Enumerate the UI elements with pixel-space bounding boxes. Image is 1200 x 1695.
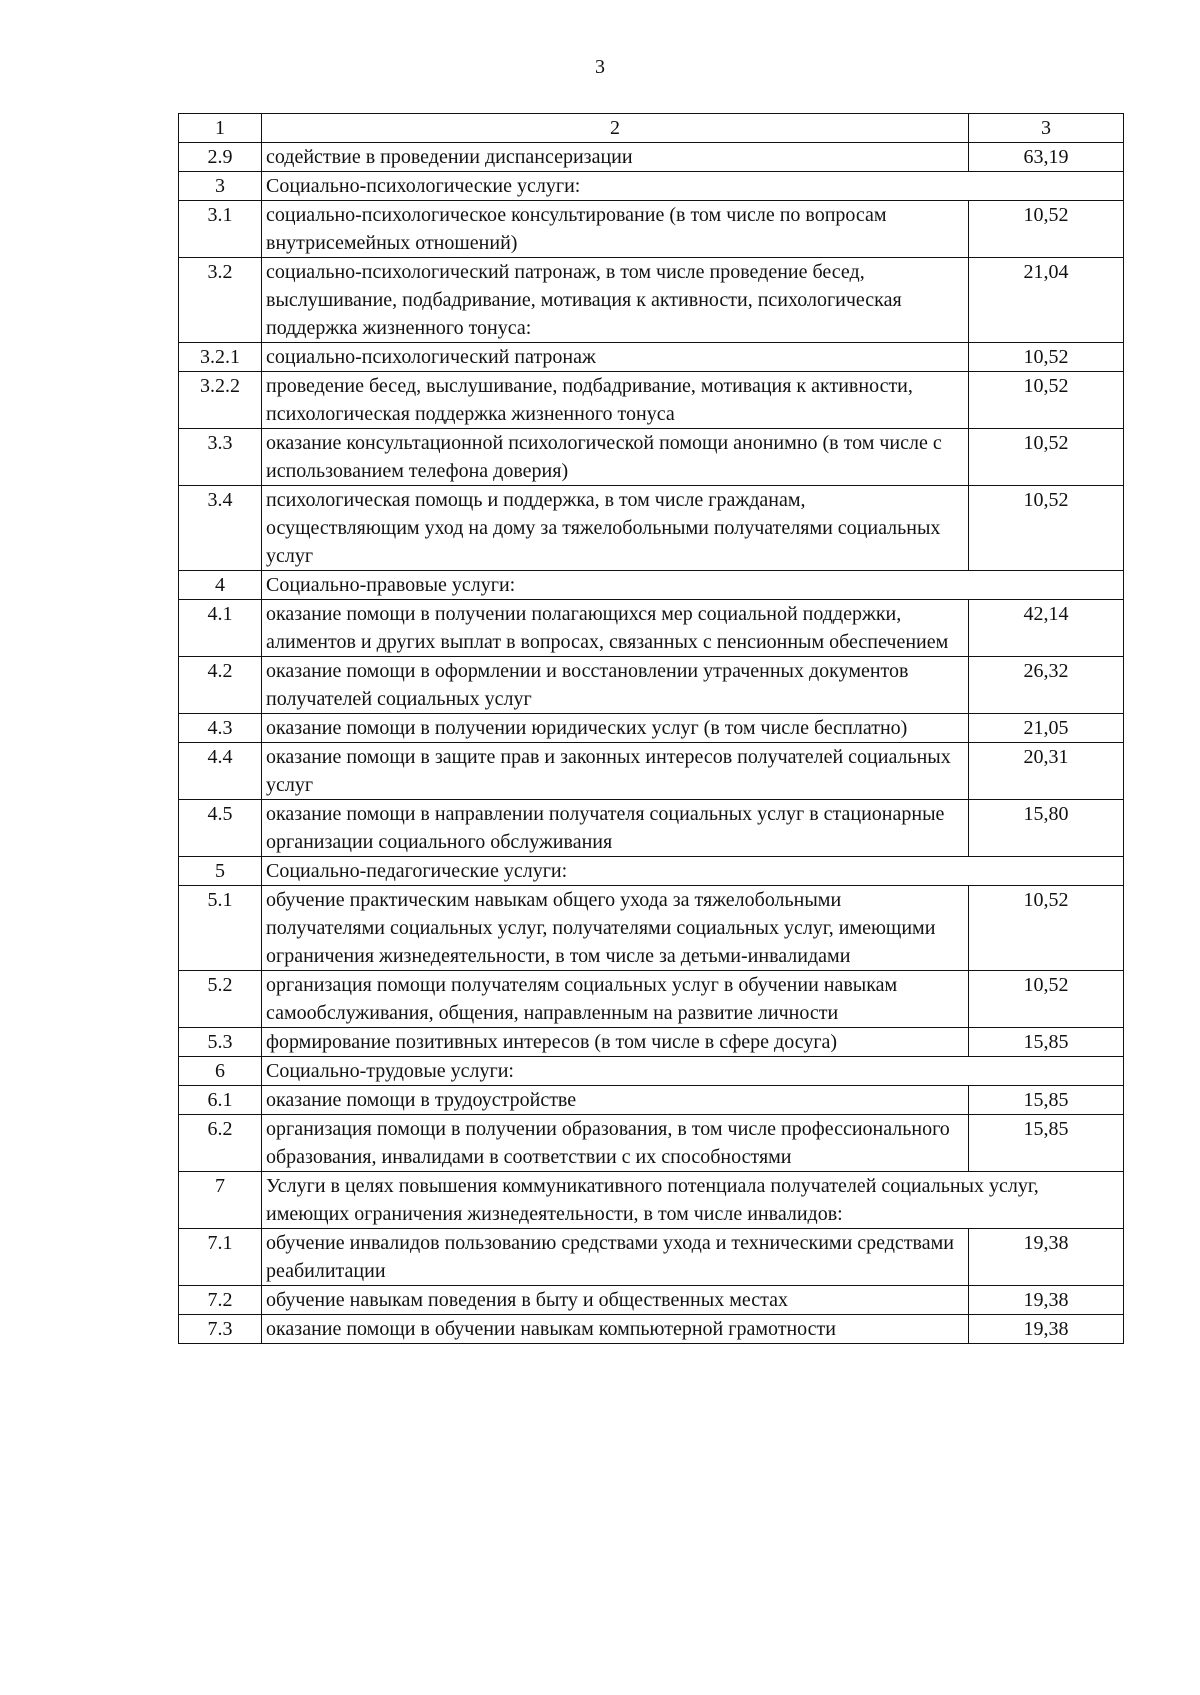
- service-price: 10,52: [969, 886, 1124, 971]
- service-description: оказание помощи в получении полагающихся мер социальной поддержки, алиментов и других выплат в вопросах, связанных с пенсионным обеспечением: [262, 600, 969, 657]
- service-description: оказание помощи в трудоустройстве: [262, 1086, 969, 1115]
- service-price: 15,85: [969, 1028, 1124, 1057]
- table-row: [179, 971, 1124, 1028]
- section-title: Социально-психологические услуги:: [262, 172, 1124, 201]
- row-number: 3.2: [179, 258, 262, 343]
- section-title: Социально-педагогические услуги:: [262, 857, 1124, 886]
- row-number: 3.3: [179, 429, 262, 486]
- table-row: [179, 714, 1124, 743]
- service-description: организация помощи в получении образования, в том числе профессионального образования, инвалидами в соответствии с их способностями: [262, 1115, 969, 1172]
- service-description: психологическая помощь и поддержка, в том числе гражданам, осуществляющим уход на дому за тяжелобольными получателями социальных услуг: [262, 486, 969, 571]
- row-number: 7: [179, 1172, 262, 1229]
- section-row: [179, 1172, 1124, 1229]
- section-row: [179, 857, 1124, 886]
- service-description: социально-психологическое консультирование (в том числе по вопросам внутрисемейных отношений): [262, 201, 969, 258]
- service-description: обучение инвалидов пользованию средствами ухода и техническими средствами реабилитации: [262, 1229, 969, 1286]
- service-description: проведение бесед, выслушивание, подбадривание, мотивация к активности, психологическая поддержка жизненного тонуса: [262, 372, 969, 429]
- service-price: 19,38: [969, 1229, 1124, 1286]
- service-price: 19,38: [969, 1286, 1124, 1315]
- service-price: 19,38: [969, 1315, 1124, 1344]
- row-number: 5.2: [179, 971, 262, 1028]
- service-price: 20,31: [969, 743, 1124, 800]
- section-row: [179, 172, 1124, 201]
- service-description: обучение навыкам поведения в быту и общественных местах: [262, 1286, 969, 1315]
- service-price: 42,14: [969, 600, 1124, 657]
- section-title: Социально-трудовые услуги:: [262, 1057, 1124, 1086]
- service-description: организация помощи получателям социальных услуг в обучении навыкам самообслуживания, общения, направленным на развитие личности: [262, 971, 969, 1028]
- row-number: 6.2: [179, 1115, 262, 1172]
- table-row: [179, 258, 1124, 343]
- row-number: 3.1: [179, 201, 262, 258]
- table-row: [179, 800, 1124, 857]
- table-row: [179, 743, 1124, 800]
- row-number: 4.1: [179, 600, 262, 657]
- service-price: 21,04: [969, 258, 1124, 343]
- table-row: [179, 429, 1124, 486]
- table-row: [179, 1286, 1124, 1315]
- service-description: оказание консультационной психологической помощи анонимно (в том числе с использованием телефона доверия): [262, 429, 969, 486]
- row-number: 3.2.2: [179, 372, 262, 429]
- service-price: 21,05: [969, 714, 1124, 743]
- service-price: 10,52: [969, 486, 1124, 571]
- table-row: [179, 1315, 1124, 1344]
- service-price: 10,52: [969, 971, 1124, 1028]
- row-number: 2.9: [179, 143, 262, 172]
- table-row: [179, 1229, 1124, 1286]
- row-number: 7.3: [179, 1315, 262, 1344]
- service-price: 15,80: [969, 800, 1124, 857]
- section-row: [179, 571, 1124, 600]
- table-row: [179, 600, 1124, 657]
- table-row: [179, 486, 1124, 571]
- table-row: [179, 201, 1124, 258]
- row-number: 5.1: [179, 886, 262, 971]
- table-row: [179, 1028, 1124, 1057]
- section-row: [179, 1057, 1124, 1086]
- services-price-table: [178, 113, 1124, 1344]
- service-description: обучение практическим навыкам общего ухода за тяжелобольными получателями социальных услуг, получателями социальных услуг, имеющими ограничения жизнедеятельности, в том числе за детьми-инвалидами: [262, 886, 969, 971]
- service-price: 10,52: [969, 201, 1124, 258]
- page-number: 3: [595, 56, 605, 78]
- service-description: оказание помощи в защите прав и законных интересов получателей социальных услуг: [262, 743, 969, 800]
- row-number: 4.3: [179, 714, 262, 743]
- column-header-number: 1: [179, 114, 262, 143]
- row-number: 3: [179, 172, 262, 201]
- column-header-price: 3: [969, 114, 1124, 143]
- row-number: 4.4: [179, 743, 262, 800]
- service-description: оказание помощи в получении юридических услуг (в том числе бесплатно): [262, 714, 969, 743]
- row-number: 7.1: [179, 1229, 262, 1286]
- table-row: [179, 886, 1124, 971]
- service-description: оказание помощи в направлении получателя социальных услуг в стационарные организации социального обслуживания: [262, 800, 969, 857]
- row-number: 4: [179, 571, 262, 600]
- service-price: 10,52: [969, 343, 1124, 372]
- table-row: [179, 657, 1124, 714]
- service-description: содействие в проведении диспансеризации: [262, 143, 969, 172]
- row-number: 5.3: [179, 1028, 262, 1057]
- table-body: [179, 114, 1124, 1344]
- service-price: 63,19: [969, 143, 1124, 172]
- section-title: Социально-правовые услуги:: [262, 571, 1124, 600]
- service-description: формирование позитивных интересов (в том числе в сфере досуга): [262, 1028, 969, 1057]
- row-number: 7.2: [179, 1286, 262, 1315]
- row-number: 3.2.1: [179, 343, 262, 372]
- service-price: 10,52: [969, 429, 1124, 486]
- table-row: [179, 1086, 1124, 1115]
- row-number: 5: [179, 857, 262, 886]
- service-description: социально-психологический патронаж, в том числе проведение бесед, выслушивание, подбадривание, мотивация к активности, психологическая поддержка жизненного тонуса:: [262, 258, 969, 343]
- service-price: 15,85: [969, 1086, 1124, 1115]
- table-header-row: [179, 114, 1124, 143]
- service-price: 26,32: [969, 657, 1124, 714]
- row-number: 3.4: [179, 486, 262, 571]
- row-number: 4.2: [179, 657, 262, 714]
- row-number: 6.1: [179, 1086, 262, 1115]
- row-number: 6: [179, 1057, 262, 1086]
- service-description: социально-психологический патронаж: [262, 343, 969, 372]
- service-description: оказание помощи в оформлении и восстановлении утраченных документов получателей социальных услуг: [262, 657, 969, 714]
- service-price: 15,85: [969, 1115, 1124, 1172]
- service-description: оказание помощи в обучении навыкам компьютерной грамотности: [262, 1315, 969, 1344]
- section-title: Услуги в целях повышения коммуникативного потенциала получателей социальных услуг, имеющих ограничения жизнедеятельности, в том числе инвалидов:: [262, 1172, 1124, 1229]
- column-header-service: 2: [262, 114, 969, 143]
- table-row: [179, 343, 1124, 372]
- row-number: 4.5: [179, 800, 262, 857]
- table-row: [179, 372, 1124, 429]
- service-price: 10,52: [969, 372, 1124, 429]
- table-row: [179, 143, 1124, 172]
- table-row: [179, 1115, 1124, 1172]
